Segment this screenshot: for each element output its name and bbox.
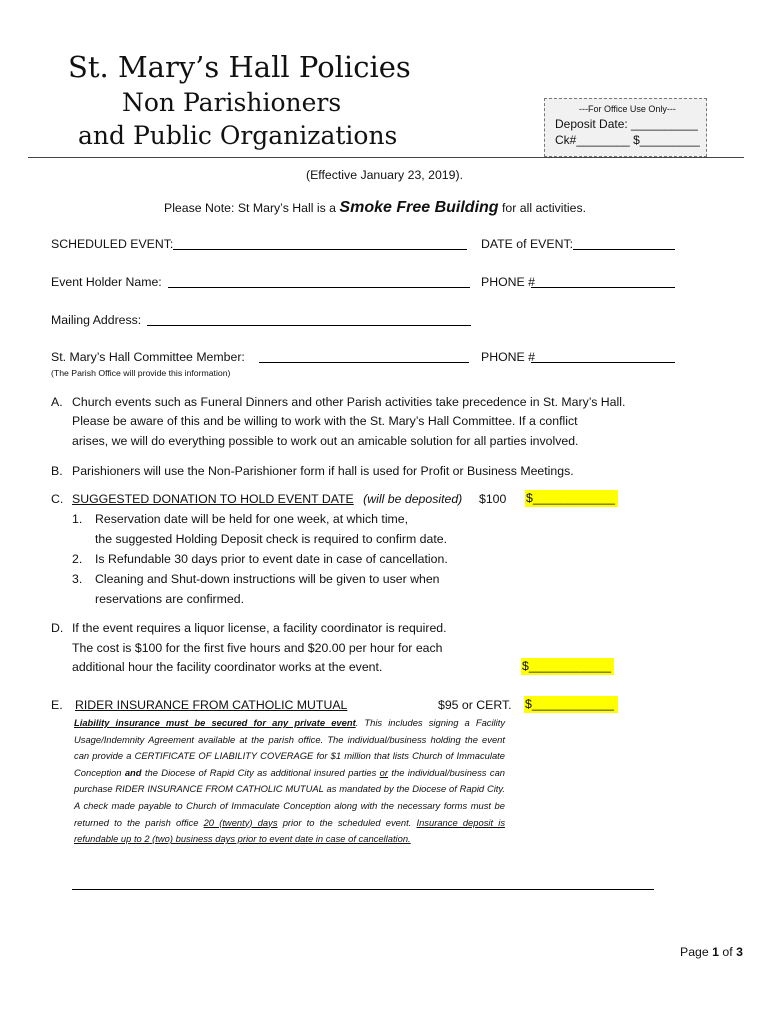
section-c-amount-field[interactable]: $____________ — [525, 490, 618, 507]
section-e-text-2: the Diocese of Rapid City as additional insured parties — [141, 766, 380, 778]
effective-date: (Effective January 23, 2019). — [306, 168, 463, 182]
parish-office-note: (The Parish Office will provide this information) — [51, 368, 231, 378]
page-number — [680, 945, 743, 959]
section-a-letter: A. — [51, 395, 63, 409]
mailing-address-label: Mailing Address: — [51, 313, 142, 327]
section-c-item-2-line-1: Is Refundable 30 days prior to event date in case of cancellation. — [95, 552, 448, 566]
section-c-item-3-num: 3. — [72, 572, 83, 586]
bottom-signature-line — [72, 889, 654, 890]
office-use-box — [544, 98, 707, 157]
section-c-heading — [72, 492, 462, 506]
section-c-heading-text: SUGGESTED DONATION TO HOLD EVENT DATE — [72, 492, 354, 506]
page-current: 1 — [712, 945, 719, 959]
phone-label-1: PHONE # — [481, 275, 535, 289]
section-a-line-3: arises, we will do everything possible to work out an amicable solution for all parties involved. — [72, 434, 579, 448]
section-c-item-1-line-2: the suggested Holding Deposit check is required to confirm date. — [95, 532, 448, 546]
page-total: 3 — [736, 945, 743, 959]
section-d-line-1: If the event requires a liquor license, a facility coordinator is required. — [72, 621, 447, 635]
section-d-line-2: The cost is $100 for the first five hours and $20.00 per hour for each — [72, 641, 443, 655]
section-e-refund-text: Insurance deposit is refundable up to 2 (two) business days prior to event date in case of cancellation. — [74, 816, 506, 845]
section-c-amount: $100 — [479, 492, 507, 506]
committee-member-label: St. Mary’s Hall Committee Member: — [51, 350, 245, 364]
deposit-date-label: Deposit Date: __________ — [555, 117, 698, 131]
scheduled-event-label: SCHEDULED EVENT: — [51, 237, 174, 251]
section-a-line-1: Church events such as Funeral Dinners and other Parish activities take precedence in St. Mary’s Hall. — [72, 395, 626, 409]
section-e-or: or — [379, 766, 388, 778]
date-of-event-label: DATE of EVENT: — [481, 237, 574, 251]
event-holder-label: Event Holder Name: — [51, 275, 162, 289]
scheduled-event-field[interactable] — [173, 236, 467, 250]
section-e-and: and — [124, 766, 142, 778]
section-c-heading-note: (will be deposited) — [363, 492, 463, 506]
section-e-text-4: prior to the scheduled event. — [277, 816, 417, 828]
subtitle-line-2: and Public Organizations — [78, 121, 398, 150]
note-suffix: for all activities. — [498, 201, 587, 215]
section-c-item-1-num: 1. — [72, 512, 83, 526]
section-c-item-1-line-1: Reservation date will be held for one week, at which time, — [95, 512, 409, 526]
section-d-line-3: additional hour the facility coordinator works at the event. — [72, 660, 383, 674]
section-c-item-3-line-2: reservations are confirmed. — [95, 592, 244, 606]
page-prefix: Page — [680, 945, 713, 959]
page-title: St. Mary’s Hall Policies — [68, 50, 411, 84]
section-c-item-2-num: 2. — [72, 552, 83, 566]
date-of-event-field[interactable] — [573, 236, 675, 250]
section-e-paragraph — [74, 715, 505, 848]
smoke-free-note — [164, 199, 586, 217]
section-c-item-3-line-1: Cleaning and Shut-down instructions will be given to user when — [95, 572, 440, 586]
section-e-twenty-days: 20 (twenty) days — [203, 816, 278, 828]
liability-insurance-text: Liability insurance must be secured for any private event — [74, 717, 356, 728]
section-a-line-2: Please be aware of this and be willing to work with the St. Mary’s Hall Committee. If a conflict — [72, 414, 578, 428]
phone-label-2: PHONE # — [481, 350, 535, 364]
section-e-letter: E. — [51, 698, 63, 712]
committee-member-field[interactable] — [259, 349, 469, 363]
section-b-letter: B. — [51, 464, 63, 478]
mailing-address-field[interactable] — [147, 312, 471, 326]
office-use-heading: ---For Office Use Only--- — [579, 104, 676, 114]
phone-field-2[interactable] — [531, 349, 675, 363]
section-e-heading: RIDER INSURANCE FROM CATHOLIC MUTUAL — [75, 698, 348, 712]
section-e-text-1: . This includes signing a Facility Usage/Indemnity Agreement available at the parish office. The individual/business holding the event can provide a CERTIFICATE OF LIABILITY COVERAGE for $1 million that lists Church of Immaculate Conception — [74, 717, 506, 778]
section-d-letter: D. — [51, 621, 64, 635]
subtitle-line-1: Non Parishioners — [122, 88, 342, 117]
section-d-amount-field[interactable]: $____________ — [521, 658, 614, 675]
section-c-letter: C. — [51, 492, 64, 506]
page-of: of — [718, 945, 737, 959]
header-rule — [28, 157, 744, 158]
note-prefix: Please Note: St Mary’s Hall is a — [164, 201, 340, 215]
event-holder-field[interactable] — [168, 274, 470, 288]
section-e-text-3: the individual/business can purchase RIDER INSURANCE FROM CATHOLIC MUTUAL as mandated by the Diocese of Rapid City. A check made payable to Church of Immaculate Conception along with the necessary forms must be returned to the parish office — [74, 766, 505, 828]
section-e-amount: $95 or CERT. — [438, 698, 512, 712]
note-emphasis: Smoke Free Building — [339, 199, 499, 216]
section-e-amount-field[interactable]: $____________ — [524, 696, 618, 713]
check-number-label: Ck#________ $_________ — [555, 133, 700, 147]
phone-field-1[interactable] — [531, 274, 675, 288]
section-b-text: Parishioners will use the Non-Parishioner form if hall is used for Profit or Business Meetings. — [72, 464, 574, 478]
